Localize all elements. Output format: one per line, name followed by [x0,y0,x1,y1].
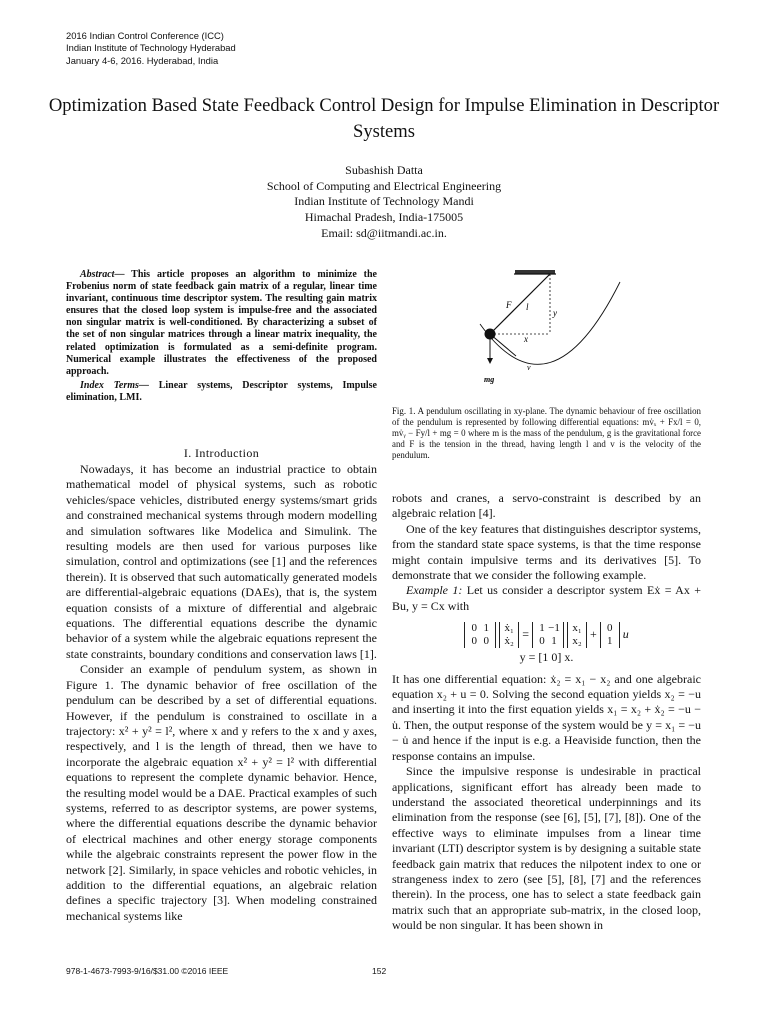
author-email: Email: sd@iitmandi.ac.in. [321,225,447,240]
right-column-body [392,491,701,934]
ceiling-support [515,270,555,274]
index-terms-label: Index Terms [80,379,139,391]
pendulum-bob [485,329,496,340]
label-l: l [526,302,529,312]
author-block [184,163,584,242]
input-u: u [622,627,629,641]
vector-B: 0 1 [600,622,620,648]
paper-title: Optimization Based State Feedback Control Design for Impulse Elimination in Descriptor Systems [48,95,720,142]
header-line: Indian Institute of Technology Hyderabad [66,42,236,54]
label-mg: mg [484,375,495,384]
paragraph: Since the impulsive response is undesirable in practical applications, significant effort has already been made to understand the associated theoretical underpinnings and its elimination from the response (see [6], [5], [7], [8]). One of the effective ways to eliminate impulses from a linear time invariant (LTI) descriptor system is by designing a suitable state feedback gain matrix that reduces the nilpotent index to one or strangeness index to zero (see [5], [8], [7] and the references therein). In the process, one has to select a state feedback gain matrix such that an appropriate sub-matrix, in the closed loop, would be non singular. It has been shown in [392,764,701,933]
abstract-section [66,269,377,404]
author-affiliation: Himachal Pradesh, India-175005 [304,210,464,225]
author-affiliation: Indian Institute of Technology Mandi [294,194,474,209]
vector-xdot: ẋ₁ ẋ₂ [499,622,519,648]
gravity-arrowhead [487,358,493,364]
footer-isbn: 978-1-4673-7993-9/16/$31.00 ©2016 IEEE [66,966,229,976]
author-name: Subashish Datta [345,163,423,177]
vector-x: x₁ x₂ [567,622,587,648]
output-equation: y = [1 0] x. [519,650,574,665]
abstract-text: This article proposes an algorithm to minimize the Frobenius norm of state feedback gain matrix of a regular, linear time invariant, continuous time descriptor system. The resulting gain matrix ensures that the closed loop system is impulse-free and the associated non singular matrix is well-conditioned. By characterizing a subset of the set of non singular matrices through a linear matrix inequality, the related optimization is formulated as a semi-definite program. Numerical example illustrates the effectiveness of the proposed approach. [66,269,377,377]
label-y: y [553,308,557,318]
conference-header [66,30,236,67]
pendulum-thread [490,274,550,334]
abstract: Abstract— This article proposes an algorithm to minimize the Frobenius norm of state feedback gain matrix of a regular, linear time invariant, continuous time descriptor system. The resulting gain matrix ensures that the closed loop system is impulse-free and the associated non singular matrix is well-conditioned. By characterizing a subset of the set of non singular matrices through a linear matrix inequality, the related optimization is formulated as a semi-definite program. Numerical example illustrates the effectiveness of the proposed approach. [66,269,377,377]
label-v: v [527,363,531,372]
figure-caption: Fig. 1. A pendulum oscillating in xy-plane. The dynamic behaviour of free oscillation of the pendulum is represented by following differential equations: mv̇ₓ + Fx/l = 0, mv̇ᵧ − Fy/l + mg = 0 where m is the mass of the pendulum, g is the gravitational force and F is the tension in the thread, having length l and v is the velocity of the pendulum. [392,406,701,460]
paragraph: It has one differential equation: ẋ₂ = x₁ − x₂ and one algebraic equation x₂ + u = 0. Solving the second equation yields x₂ = −u and inserting it into the first equation yields x₁ = x₂ + ẋ₂ = −u − u̇. Then, the output response of the system would be y = x₁ = −u − u̇ and hence if the input is e.g. a Heaviside function, then the response contains an impulse. [392,671,701,763]
index-terms-text: Linear systems, Descriptor systems, Impulse elimination, LMI. [66,379,377,403]
index-terms: Index Terms— Linear systems, Descriptor systems, Impulse elimination, LMI. [66,379,377,403]
matrix-E: 0 1 0 0 [464,622,496,648]
left-column-body [66,462,377,924]
paragraph: Nowadays, it has become an industrial practice to obtain mathematical model of physical systems, such as robotic vehicles/space vehicles, distributed energy systems/smart grids and constrained mechanical systems through modern modelling and simulation softwares like Modelica and Simulink. The resulting models are then used for various purposes like simulation, control and optimizations (see [1] and the references therein). It is observed that such automatically generated models are differential-algebraic equations (DAEs), that is, the system equation consists of a mixture of differential and algebraic equations. The differential equations describe the dynamic behavior of a system while the algebraic equations represent the state constraints, boundary conditions and conservation laws [1]. [66,462,377,661]
example-label: Example 1: [406,583,463,598]
paragraph: One of the key features that distinguishes descriptor systems, from the standard state space systems, is that the time response might contain impulsive terms and its derivatives [5]. To demonstrate that we consider the following example. [392,521,701,583]
paragraph: robots and cranes, a servo-constraint is described by an algebraic relation [4]. [392,491,701,521]
header-line: 2016 Indian Control Conference (ICC) [66,30,224,41]
label-x: x [524,334,528,344]
author-affiliation: School of Computing and Electrical Engineering [266,178,502,193]
header-line: January 4-6, 2016. Hyderabad, India [66,54,219,66]
state-equation: 0 1 0 0 ẋ₁ ẋ₂ = 1 −1 0 1 x₁ x₂ + 0 1 u [392,622,701,648]
label-F: F [506,300,512,310]
pendulum-figure [430,262,670,392]
example-text: Let us consider a descriptor system Eẋ = Ax + Bu, y = Cx with [392,583,702,613]
example-paragraph [392,583,701,614]
page-number: 152 [372,966,387,976]
section-heading: I. Introduction [183,446,260,460]
abstract-label: Abstract [80,269,115,280]
paragraph: Consider an example of pendulum system, as shown in Figure 1. The dynamic behavior of free oscillation of the pendulum can be described by a set of differential equations. However, if the pendulum is constrained to oscillate in a trajectory: x² + y² = l², where x and y refers to the x and y axes, respectively, and l is the length of thread, then we have to incorporate the algebraic equation x² + y² = l² with differential equations to represent the complete dynamic behavior. Hence, the resulting model would be a DAE. Practical examples of such systems, referred to as descriptor systems, are power systems, where the differential equations describe the dynamic behavior of electrical machines and other energy storage components while the algebraic constraints represent the power flow in the network [2]. Similarly, in space vehicles and robotic vehicles, in addition to the differential equations, an algebraic relation defines a specific trajectory [3]. When modeling constrained mechanical systems like [66,662,377,923]
matrix-A: 1 −1 0 1 [532,622,564,648]
